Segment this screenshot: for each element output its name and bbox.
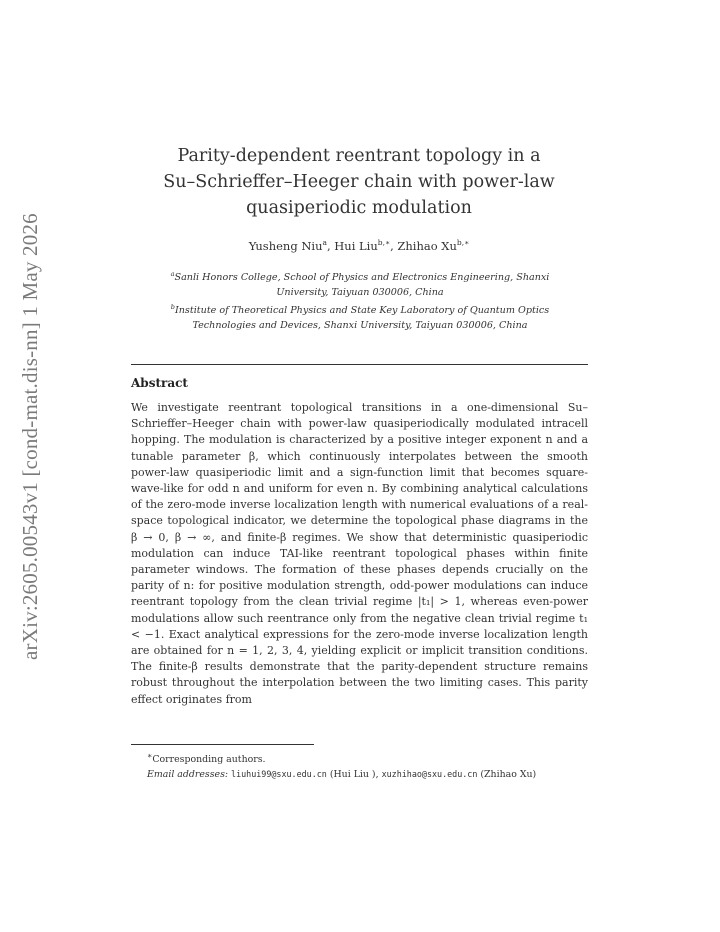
footnote-rule bbox=[131, 744, 314, 745]
affiliations bbox=[150, 267, 570, 333]
email-owner: (Zhihao Xu) bbox=[480, 769, 537, 781]
corresponding-author-note bbox=[131, 749, 588, 767]
footnote-marker: ∗ bbox=[147, 751, 153, 760]
email-link[interactable]: liuhui99@sxu.edu.cn bbox=[231, 769, 327, 780]
arxiv-identifier-stamp: arXiv:2605.00543v1 [cond-mat.dis-nn] 1 May 2026 bbox=[18, 213, 42, 660]
email-owner: (Hui Liu ), bbox=[329, 769, 379, 781]
abstract-body: We investigate reentrant topological transitions in a one-dimensional Su–Schrieffer–Heeger chain with power-law quasiperiodically modulated intracell hopping. The modulation is characterized by a positive integer exponent n and a tunable parameter β, which continuously interpolates between the smooth power-law quasiperiodic limit and a sign-function limit that becomes square-wave-like for odd n and uniform for even n. By combining analytical calculations of the zero-mode inverse localization length with numerical evaluations of a real-space topological indicator, we determine the topological phase diagrams in the β → 0, β → ∞, and finite-β regimes. We show that deterministic quasiperiodic modulation can induce TAI-like reentrant topological phases within finite parameter windows. The formation of these phases depends crucially on the parity of n: for positive modulation strength, odd-power modulations can induce reentrant topology from the clean trivial regime |t₁| > 1, whereas even-power modulations allow such reentrance only from the negative clean trivial regime t₁ < −1. Exact analytical expressions for the zero-mode inverse localization length are obtained for n = 1, 2, 3, 4, yielding explicit or implicit transition conditions. The finite-β results demonstrate that the parity-dependent structure remains robust throughout the interpolation between the two limiting cases. This parity effect originates from bbox=[131, 401, 588, 706]
affiliation-item bbox=[150, 267, 570, 300]
author-affiliation-mark: b,∗ bbox=[377, 238, 391, 247]
affiliation-item bbox=[150, 300, 570, 333]
paper-title bbox=[130, 143, 588, 221]
author-affiliation-mark: b,∗ bbox=[456, 238, 470, 247]
title-line: Parity-dependent reentrant topology in a bbox=[177, 146, 541, 166]
email-link[interactable]: xuzhihao@sxu.edu.cn bbox=[381, 769, 478, 780]
affiliation-mark: b bbox=[170, 303, 175, 312]
author-name: Hui Liu bbox=[334, 238, 378, 253]
email-note bbox=[131, 767, 588, 782]
author-name: Zhihao Xu bbox=[397, 238, 457, 253]
abstract-heading: Abstract bbox=[131, 376, 188, 390]
abstract-top-rule bbox=[131, 364, 588, 365]
email-label: Email addresses: bbox=[147, 769, 229, 781]
author-name: Yusheng Niu bbox=[248, 238, 323, 253]
footnotes bbox=[131, 749, 588, 782]
title-line: Su–Schrieffer–Heeger chain with power-law bbox=[163, 172, 555, 192]
affiliation-text: Institute of Theoretical Physics and State Key Laboratory of Quantum Optics Technologies and Devices, Shanxi University, Taiyuan 030006, China bbox=[174, 305, 550, 332]
title-line: quasiperiodic modulation bbox=[246, 198, 472, 218]
author-list: Yusheng Niu$^a$, Hui Liu$^{b,∗}$, Zhihao $Xu^{b,∗}$ bbox=[248, 238, 470, 253]
author-affiliation-mark: a bbox=[322, 238, 327, 247]
affiliation-text: Sanli Honors College, School of Physics and Electronics Engineering, Shanxi University, Taiyuan 030006, China bbox=[174, 272, 550, 299]
corresponding-author-label: Corresponding authors. bbox=[152, 754, 266, 766]
affiliation-mark: a bbox=[170, 270, 175, 278]
